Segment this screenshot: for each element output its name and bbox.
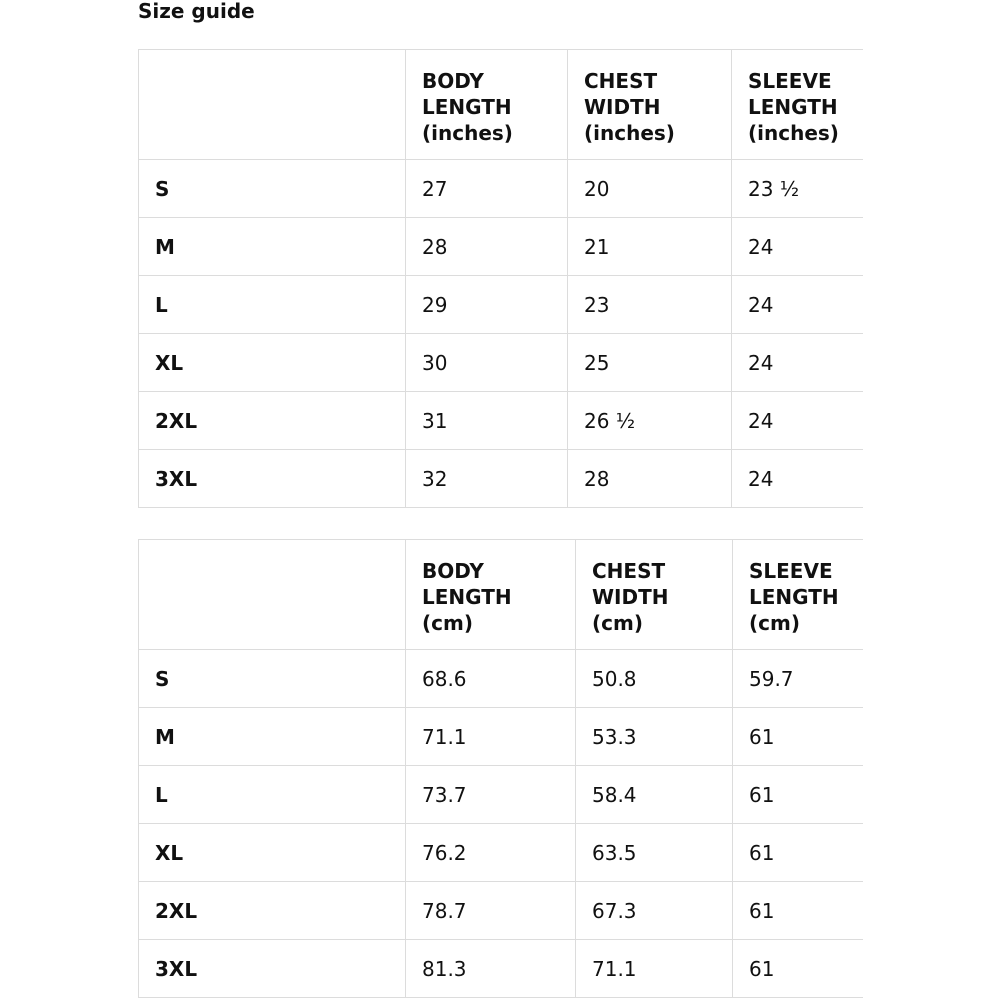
body-length-cell: 31: [406, 392, 568, 450]
header-line: (cm): [749, 611, 800, 635]
chest-width-cell: 63.5: [576, 824, 733, 882]
chest-width-cell: 28: [568, 450, 732, 508]
size-cell: M: [139, 218, 406, 276]
sleeve-length-cell: 24: [732, 392, 863, 450]
sleeve-length-cell: 24: [732, 334, 863, 392]
header-cell-body-length: [406, 50, 568, 160]
chest-width-cell: 26 ½: [568, 392, 732, 450]
size-cell: XL: [139, 334, 406, 392]
table-row: [139, 940, 863, 998]
body-length-cell: 27: [406, 160, 568, 218]
sleeve-length-cell: 24: [732, 218, 863, 276]
header-line: LENGTH: [749, 585, 839, 609]
body-length-cell: 76.2: [406, 824, 576, 882]
header-cell-sleeve-length: [733, 540, 863, 650]
table-row: [139, 334, 863, 392]
table-row: [139, 276, 863, 334]
header-cell-chest-width: [568, 50, 732, 160]
chest-width-cell: 25: [568, 334, 732, 392]
table-row: [139, 708, 863, 766]
sleeve-length-cell: 24: [732, 276, 863, 334]
size-cell: M: [139, 708, 406, 766]
header-line: CHEST: [584, 69, 658, 93]
header-line: (cm): [422, 611, 473, 635]
header-line: (cm): [592, 611, 643, 635]
size-table-cm: [138, 539, 863, 998]
sleeve-length-cell: 61: [733, 940, 863, 998]
header-cell-blank: [139, 50, 406, 160]
header-line: (inches): [422, 121, 513, 145]
sleeve-length-cell: 61: [733, 882, 863, 940]
chest-width-cell: 50.8: [576, 650, 733, 708]
table-header-row: [139, 50, 863, 160]
body-length-cell: 68.6: [406, 650, 576, 708]
header-line: LENGTH: [422, 95, 512, 119]
size-cell: S: [139, 650, 406, 708]
header-line: LENGTH: [748, 95, 838, 119]
size-table-inches: [138, 49, 863, 508]
size-cell: L: [139, 766, 406, 824]
size-cell: L: [139, 276, 406, 334]
table-row: [139, 882, 863, 940]
size-cell: 3XL: [139, 940, 406, 998]
chest-width-cell: 20: [568, 160, 732, 218]
sleeve-length-cell: 61: [733, 708, 863, 766]
sleeve-length-cell: 61: [733, 766, 863, 824]
body-length-cell: 30: [406, 334, 568, 392]
header-cell-chest-width: [576, 540, 733, 650]
header-line: SLEEVE: [749, 559, 833, 583]
table-row: [139, 766, 863, 824]
table-row: [139, 218, 863, 276]
header-line: WIDTH: [584, 95, 661, 119]
table-row: [139, 824, 863, 882]
size-cell: XL: [139, 824, 406, 882]
page-title: Size guide: [138, 0, 255, 23]
chest-width-cell: 58.4: [576, 766, 733, 824]
header-line: (inches): [748, 121, 839, 145]
table-row: [139, 392, 863, 450]
size-cell: 2XL: [139, 882, 406, 940]
chest-width-cell: 21: [568, 218, 732, 276]
body-length-cell: 28: [406, 218, 568, 276]
table-row: [139, 450, 863, 508]
size-cell: 3XL: [139, 450, 406, 508]
body-length-cell: 29: [406, 276, 568, 334]
chest-width-cell: 23: [568, 276, 732, 334]
header-cell-sleeve-length: [732, 50, 863, 160]
header-line: BODY: [422, 69, 484, 93]
sleeve-length-cell: 59.7: [733, 650, 863, 708]
sleeve-length-cell: 24: [732, 450, 863, 508]
header-line: BODY: [422, 559, 484, 583]
body-length-cell: 71.1: [406, 708, 576, 766]
header-line: (inches): [584, 121, 675, 145]
header-cell-blank: [139, 540, 406, 650]
body-length-cell: 73.7: [406, 766, 576, 824]
chest-width-cell: 71.1: [576, 940, 733, 998]
size-cell: S: [139, 160, 406, 218]
table-row: [139, 650, 863, 708]
body-length-cell: 81.3: [406, 940, 576, 998]
body-length-cell: 78.7: [406, 882, 576, 940]
table-header-row: [139, 540, 863, 650]
body-length-cell: 32: [406, 450, 568, 508]
header-line: LENGTH: [422, 585, 512, 609]
chest-width-cell: 67.3: [576, 882, 733, 940]
header-line: WIDTH: [592, 585, 669, 609]
sleeve-length-cell: 23 ½: [732, 160, 863, 218]
size-cell: 2XL: [139, 392, 406, 450]
header-cell-body-length: [406, 540, 576, 650]
chest-width-cell: 53.3: [576, 708, 733, 766]
header-line: CHEST: [592, 559, 666, 583]
sleeve-length-cell: 61: [733, 824, 863, 882]
header-line: SLEEVE: [748, 69, 832, 93]
table-row: [139, 160, 863, 218]
